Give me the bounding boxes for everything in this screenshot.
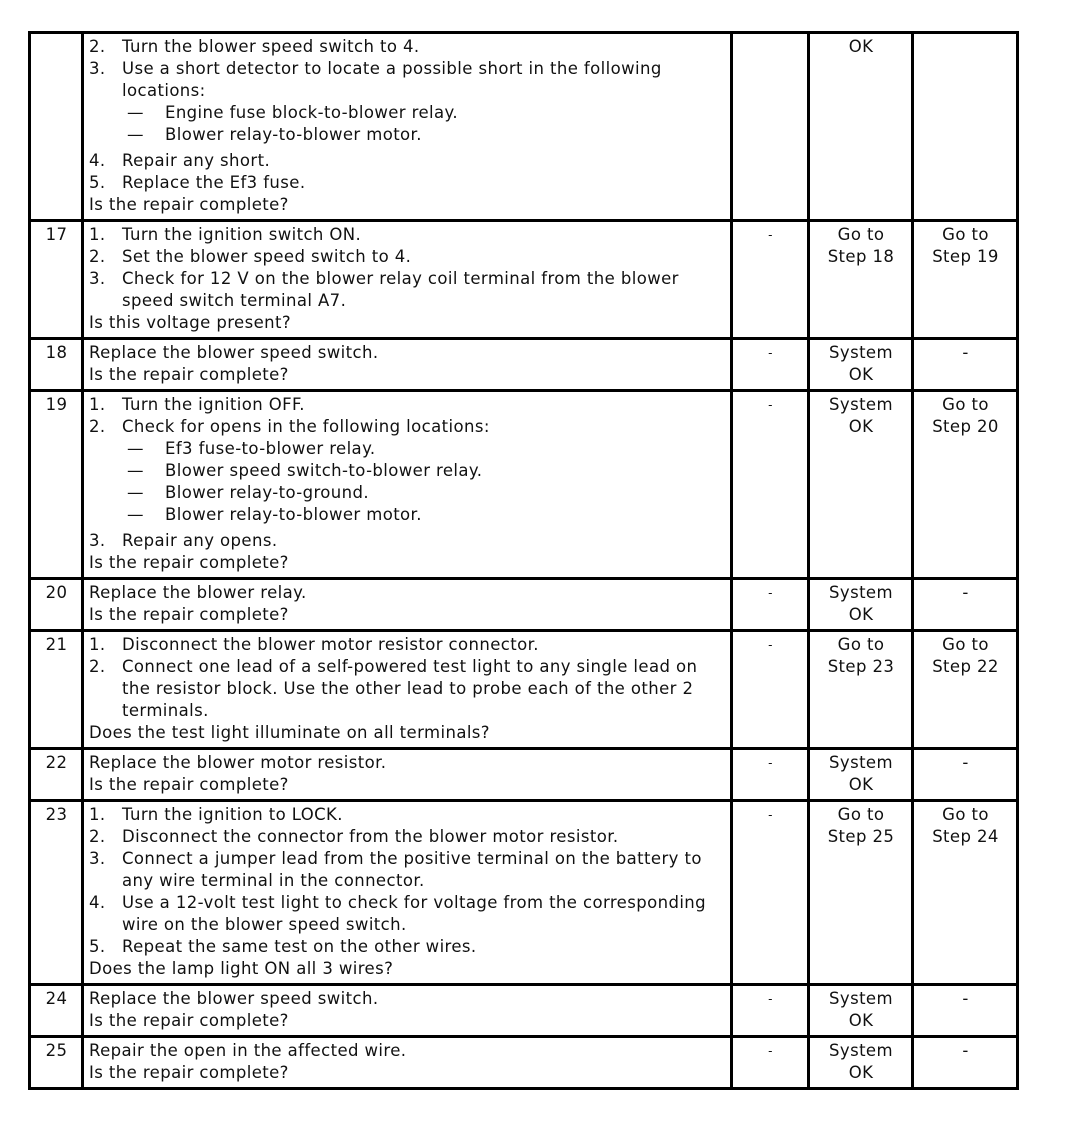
action-item-text: Disconnect the connector from the blower motor resistor. [122, 827, 619, 846]
yes-cell [809, 339, 913, 391]
yes-line: OK [848, 1063, 874, 1082]
action-item-number: 4. [89, 151, 106, 170]
action-item-text: Use a 12-volt test light to check for voltage from the corresponding wire on the blower speed switch. [122, 893, 707, 934]
yes-line: System [829, 1041, 893, 1060]
value-cell: - [732, 579, 809, 631]
action-item-number: 5. [89, 173, 106, 192]
no-cell [913, 339, 1018, 391]
action-item [89, 172, 726, 194]
action-item-text: Repeat the same test on the other wires. [122, 937, 477, 956]
action-item [89, 36, 726, 58]
no-line: Step 19 [932, 247, 999, 266]
yes-cell [809, 801, 913, 985]
action-item [89, 826, 726, 848]
dash-marker: — [127, 439, 144, 458]
no-cell [913, 801, 1018, 985]
action-item-text: Repair any opens. [122, 531, 278, 550]
table-row [30, 985, 1018, 1037]
step-number-cell: 20 [30, 579, 83, 631]
action-item [89, 656, 726, 722]
no-line: Go to [942, 635, 989, 654]
no-cell [913, 221, 1018, 339]
yes-cell [809, 631, 913, 749]
action-item-number: 5. [89, 937, 106, 956]
no-line: - [962, 583, 969, 602]
yes-cell [809, 579, 913, 631]
diagnostic-table [28, 31, 1019, 1090]
action-item [89, 530, 726, 552]
action-item-number: 3. [89, 531, 106, 550]
no-cell [913, 749, 1018, 801]
diagnostic-table-body [30, 33, 1018, 1089]
value-cell: - [732, 749, 809, 801]
yes-line: OK [848, 605, 874, 624]
action-question: Is the repair complete? [89, 1011, 289, 1030]
no-cell [913, 985, 1018, 1037]
action-text: Repair the open in the affected wire. [89, 1041, 407, 1060]
no-cell [913, 579, 1018, 631]
yes-line: OK [848, 365, 874, 384]
yes-line: OK [848, 775, 874, 794]
no-line: Go to [942, 225, 989, 244]
dash-marker: — [127, 505, 144, 524]
action-question: Is the repair complete? [89, 195, 289, 214]
step-number-cell: 25 [30, 1037, 83, 1089]
value-cell: - [732, 391, 809, 579]
action-item [89, 150, 726, 172]
action-subitem [89, 438, 726, 460]
yes-cell [809, 33, 913, 221]
step-number-cell: 19 [30, 391, 83, 579]
yes-line: OK [848, 37, 874, 56]
action-question: Is the repair complete? [89, 605, 289, 624]
action-item [89, 394, 726, 416]
yes-line: System [829, 395, 893, 414]
yes-line: System [829, 343, 893, 362]
action-item [89, 936, 726, 958]
action-sublist [89, 102, 726, 146]
action-item-number: 1. [89, 225, 106, 244]
step-number-cell [30, 33, 83, 221]
step-number-cell: 22 [30, 749, 83, 801]
action-item-text: Connect a jumper lead from the positive terminal on the battery to any wire terminal in the connector. [122, 849, 702, 890]
value-cell: - [732, 985, 809, 1037]
action-item-text: Repair any short. [122, 151, 271, 170]
action-cell [83, 221, 732, 339]
value-cell [732, 33, 809, 221]
action-question: Is this voltage present? [89, 313, 292, 332]
action-question: Is the repair complete? [89, 553, 289, 572]
yes-cell [809, 1037, 913, 1089]
action-cell [83, 985, 732, 1037]
action-item-number: 1. [89, 395, 106, 414]
action-item-text: Turn the ignition OFF. [122, 395, 305, 414]
action-cell [83, 631, 732, 749]
action-item [89, 246, 726, 268]
action-item [89, 58, 726, 102]
table-row [30, 801, 1018, 985]
yes-line: Step 25 [827, 827, 895, 846]
no-line: Step 20 [932, 417, 999, 436]
action-subitem [89, 460, 726, 482]
no-cell [913, 391, 1018, 579]
action-text: Replace the blower relay. [89, 583, 307, 602]
action-item-number: 1. [89, 805, 106, 824]
yes-line: System [829, 583, 893, 602]
action-item [89, 268, 726, 312]
action-cell [83, 801, 732, 985]
dash-marker: — [127, 125, 144, 144]
step-number-cell: 23 [30, 801, 83, 985]
action-subitem-text: Blower relay-to-ground. [165, 483, 370, 502]
step-number-cell: 17 [30, 221, 83, 339]
table-row [30, 749, 1018, 801]
action-item-text: Set the blower speed switch to 4. [122, 247, 412, 266]
action-item [89, 804, 726, 826]
yes-line: Go to [837, 635, 885, 654]
yes-cell [809, 749, 913, 801]
value-cell: - [732, 1037, 809, 1089]
action-item-number: 3. [89, 269, 106, 288]
action-item-number: 2. [89, 37, 106, 56]
action-subitem [89, 504, 726, 526]
yes-cell [809, 221, 913, 339]
action-text: Replace the blower speed switch. [89, 343, 379, 362]
action-item [89, 224, 726, 246]
action-item-text: Turn the blower speed switch to 4. [122, 37, 420, 56]
action-subitem-text: Blower speed switch-to-blower relay. [165, 461, 483, 480]
action-item-text: Replace the Ef3 fuse. [122, 173, 306, 192]
action-cell [83, 33, 732, 221]
no-line: - [962, 753, 969, 772]
table-row [30, 579, 1018, 631]
dash-marker: — [127, 483, 144, 502]
dash-marker: — [127, 103, 144, 122]
action-item [89, 634, 726, 656]
dash-marker: — [127, 461, 144, 480]
no-cell [913, 33, 1018, 221]
action-sublist [89, 438, 726, 526]
action-text: Replace the blower speed switch. [89, 989, 379, 1008]
action-item-number: 1. [89, 635, 106, 654]
table-row [30, 1037, 1018, 1089]
action-cell [83, 391, 732, 579]
action-item-text: Check for opens in the following locations: [122, 417, 490, 436]
action-subitem [89, 482, 726, 504]
action-item [89, 416, 726, 438]
no-line: - [962, 989, 969, 1008]
action-item-number: 2. [89, 417, 106, 436]
action-question: Is the repair complete? [89, 775, 289, 794]
no-line: - [962, 1041, 969, 1060]
action-item [89, 892, 726, 936]
action-subitem-text: Blower relay-to-blower motor. [165, 505, 422, 524]
no-line: Step 24 [932, 827, 999, 846]
action-item-text: Use a short detector to locate a possible short in the following locations: [122, 59, 662, 100]
action-cell [83, 1037, 732, 1089]
yes-cell [809, 391, 913, 579]
table-row [30, 631, 1018, 749]
action-question: Is the repair complete? [89, 1063, 289, 1082]
table-row [30, 221, 1018, 339]
action-item-number: 3. [89, 59, 106, 78]
yes-line: OK [848, 1011, 874, 1030]
step-number-cell: 21 [30, 631, 83, 749]
action-question: Is the repair complete? [89, 365, 289, 384]
action-subitem-text: Engine fuse block-to-blower relay. [165, 103, 458, 122]
action-item-number: 3. [89, 849, 106, 868]
action-question: Does the test light illuminate on all terminals? [89, 723, 490, 742]
no-line: Go to [942, 395, 989, 414]
table-row [30, 391, 1018, 579]
action-subitem [89, 124, 726, 146]
action-question: Does the lamp light ON all 3 wires? [89, 959, 394, 978]
no-cell [913, 631, 1018, 749]
step-number-cell: 24 [30, 985, 83, 1037]
yes-line: System [829, 753, 893, 772]
no-line: Step 22 [932, 657, 999, 676]
value-cell: - [732, 631, 809, 749]
no-line: Go to [942, 805, 989, 824]
action-item-text: Check for 12 V on the blower relay coil terminal from the blower speed switch terminal A7. [122, 269, 679, 310]
action-item-text: Connect one lead of a self-powered test light to any single lead on the resistor block. Use the other lead to probe each of the other 2 terminals. [122, 657, 698, 720]
action-item-text: Disconnect the blower motor resistor connector. [122, 635, 539, 654]
action-subitem [89, 102, 726, 124]
yes-line: OK [848, 417, 874, 436]
no-cell [913, 1037, 1018, 1089]
yes-line: Step 18 [827, 247, 895, 266]
yes-line: Step 23 [827, 657, 895, 676]
table-row [30, 33, 1018, 221]
yes-line: Go to [837, 225, 885, 244]
action-cell [83, 749, 732, 801]
yes-line: System [829, 989, 893, 1008]
table-row [30, 339, 1018, 391]
action-subitem-text: Ef3 fuse-to-blower relay. [165, 439, 376, 458]
action-item-number: 2. [89, 247, 106, 266]
action-item-number: 4. [89, 893, 106, 912]
value-cell: - [732, 801, 809, 985]
action-item-number: 2. [89, 827, 106, 846]
action-item-text: Turn the ignition to LOCK. [122, 805, 343, 824]
yes-line: Go to [837, 805, 885, 824]
action-item [89, 848, 726, 892]
action-cell [83, 339, 732, 391]
value-cell: - [732, 221, 809, 339]
yes-cell [809, 985, 913, 1037]
no-line: - [962, 343, 969, 362]
value-cell: - [732, 339, 809, 391]
action-subitem-text: Blower relay-to-blower motor. [165, 125, 422, 144]
action-text: Replace the blower motor resistor. [89, 753, 387, 772]
action-item-text: Turn the ignition switch ON. [122, 225, 362, 244]
action-cell [83, 579, 732, 631]
step-number-cell: 18 [30, 339, 83, 391]
action-item-number: 2. [89, 657, 106, 676]
